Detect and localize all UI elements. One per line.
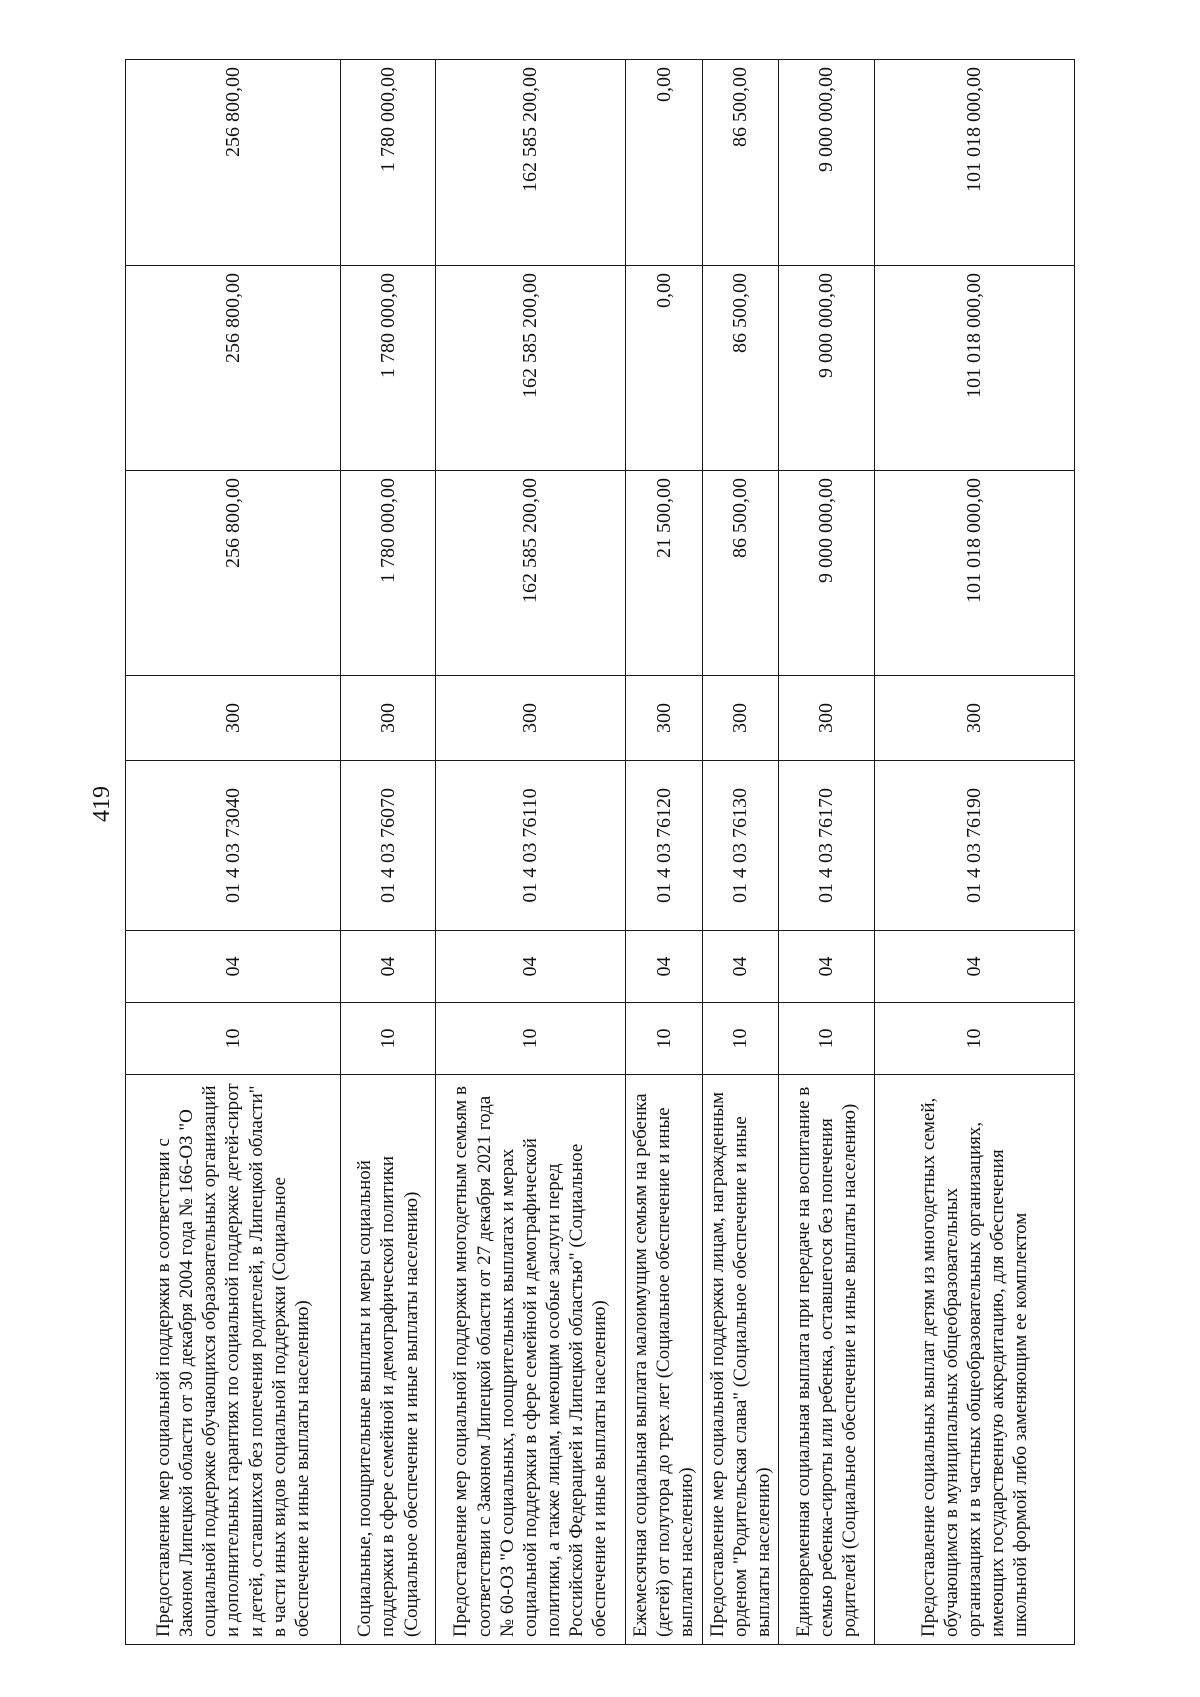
amount-year-3: 256 800,00 [126,60,341,266]
amount-year-1: 256 800,00 [126,471,341,676]
section-code: 10 [875,1003,1075,1075]
amount-year-2: 86 500,00 [702,266,779,471]
amount-year-1: 86 500,00 [702,471,779,676]
table-row [126,60,341,1645]
section-code: 10 [702,1003,779,1075]
target-article-code: 01 4 03 76170 [779,761,875,931]
amount-year-3: 9 000 000,00 [779,60,875,266]
subsection-code: 04 [779,931,875,1003]
section-code: 10 [126,1003,341,1075]
expense-type-code: 300 [779,676,875,761]
target-article-code: 01 4 03 76190 [875,761,1075,931]
amount-year-1: 1 780 000,00 [341,471,436,676]
section-code: 10 [436,1003,626,1075]
expense-type-code: 300 [436,676,626,761]
section-code: 10 [779,1003,875,1075]
target-article-code: 01 4 03 76110 [436,761,626,931]
table-row [626,60,703,1645]
amount-year-3: 1 780 000,00 [341,60,436,266]
amount-year-1: 162 585 200,00 [436,471,626,676]
amount-year-1: 9 000 000,00 [779,471,875,676]
expense-type-code: 300 [875,676,1075,761]
amount-year-2: 256 800,00 [126,266,341,471]
subsection-code: 04 [702,931,779,1003]
target-article-code: 01 4 03 76070 [341,761,436,931]
table-row [702,60,779,1645]
section-code: 10 [626,1003,703,1075]
section-code: 10 [341,1003,436,1075]
amount-year-2: 0,00 [626,266,703,471]
row-description: Предоставление мер социальной поддержки лицам, награжденным орденом "Родительская слава" (Социальное обеспечение и иные выплаты населению) [702,1075,779,1645]
table-row [436,60,626,1645]
target-article-code: 01 4 03 73040 [126,761,341,931]
table-row [341,60,436,1645]
subsection-code: 04 [341,931,436,1003]
budget-table [125,59,1075,1645]
row-description: Ежемесячная социальная выплата малоимущим семьям на ребенка (детей) от полутора до трех лет (Социальное обеспечение и иные выплаты населению) [626,1075,703,1645]
table-row [875,60,1075,1645]
target-article-code: 01 4 03 76120 [626,761,703,931]
amount-year-1: 101 018 000,00 [875,471,1075,676]
subsection-code: 04 [436,931,626,1003]
amount-year-2: 162 585 200,00 [436,266,626,471]
amount-year-3: 86 500,00 [702,60,779,266]
amount-year-3: 0,00 [626,60,703,266]
budget-table-container [125,60,1065,1645]
subsection-code: 04 [626,931,703,1003]
amount-year-2: 1 780 000,00 [341,266,436,471]
expense-type-code: 300 [341,676,436,761]
row-description: Единовременная социальная выплата при передаче на воспитание в семью ребенка-сироты или ребенка, оставшегося без попечения родителей (Социальное обеспечение и иные выплаты населению) [779,1075,875,1645]
amount-year-3: 101 018 000,00 [875,60,1075,266]
table-row [779,60,875,1645]
expense-type-code: 300 [126,676,341,761]
page-number: 419 [89,786,115,822]
amount-year-3: 162 585 200,00 [436,60,626,266]
amount-year-1: 21 500,00 [626,471,703,676]
row-description: Социальные, поощрительные выплаты и меры социальной поддержки в сфере семейной и демографической политики (Социальное обеспечение и иные выплаты населению) [341,1075,436,1645]
row-description: Предоставление социальных выплат детям из многодетных семей, обучающимся в муниципальных общеобразовательных организациях и в частных общеобразовательных организациях, имеющих государственную аккредитацию, для обеспечения школьной формой либо заменяющим ее комплектом [875,1075,1075,1645]
target-article-code: 01 4 03 76130 [702,761,779,931]
subsection-code: 04 [875,931,1075,1003]
expense-type-code: 300 [702,676,779,761]
row-description: Предоставление мер социальной поддержки многодетным семьям в соответствии с Законом Липецкой области от 27 декабря 2021 года № 60-ОЗ "О социальных, поощрительных выплатах и мерах социальной поддержки в сфере семейной и демографической политики, а также лицам, имеющим особые заслуги перед Российской Федерацией и Липецкой областью" (Социальное обеспечение и иные выплаты населению) [436,1075,626,1645]
subsection-code: 04 [126,931,341,1003]
amount-year-2: 101 018 000,00 [875,266,1075,471]
row-description: Предоставление мер социальной поддержки в соответствии с Законом Липецкой области от 30 декабря 2004 года № 166-ОЗ "О социальной поддержке обучающихся образовательных организаций и дополнительных гарантиях по социальной поддержке детей-сирот и детей, оставшихся без попечения родителей, в Липецкой области" в части иных видов социальной поддержки (Социальное обеспечение и иные выплаты населению) [126,1075,341,1645]
amount-year-2: 9 000 000,00 [779,266,875,471]
expense-type-code: 300 [626,676,703,761]
